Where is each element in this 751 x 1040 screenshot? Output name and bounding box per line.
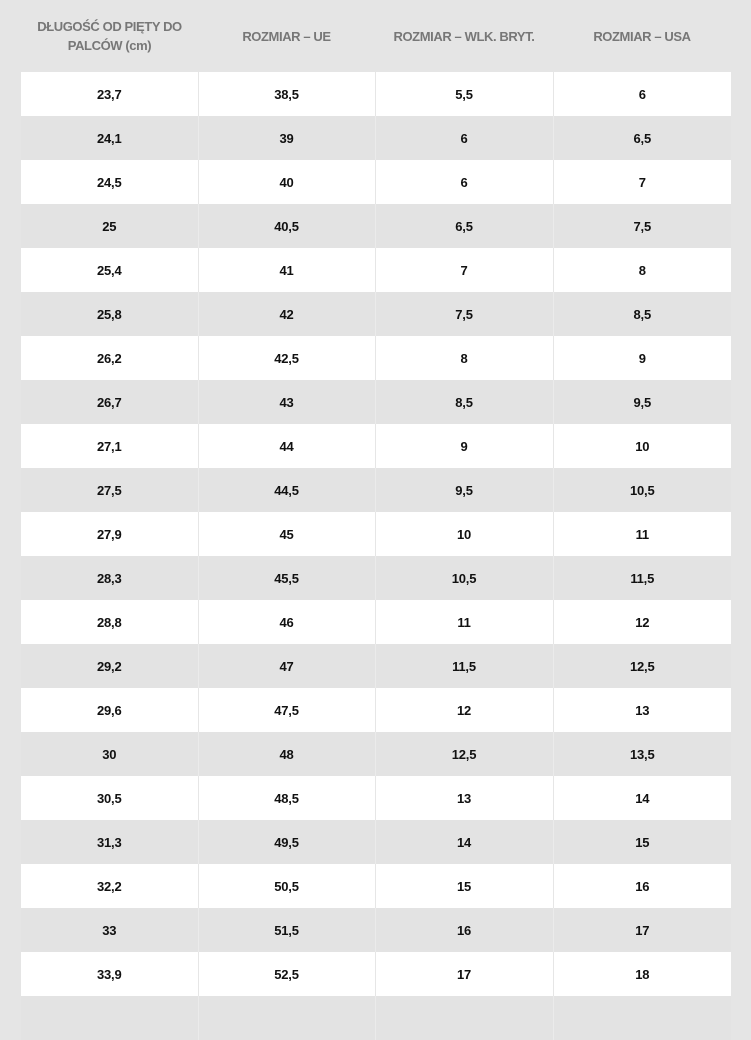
cell-size-eu: 40 <box>198 160 375 204</box>
cell-size-eu: 49,5 <box>198 820 375 864</box>
cell-foot-length: 25,4 <box>21 248 198 292</box>
cell-size-uk: 9 <box>375 424 553 468</box>
cell-size-eu: 47 <box>198 644 375 688</box>
cell-size-us: 6 <box>553 72 731 116</box>
cell-foot-length: 25 <box>21 204 198 248</box>
table-row <box>21 204 731 248</box>
empty-cell <box>375 996 553 1040</box>
cell-size-uk: 12 <box>375 688 553 732</box>
table-header <box>21 0 731 72</box>
cell-size-uk: 10 <box>375 512 553 556</box>
table-row <box>21 72 731 116</box>
cell-foot-length: 29,6 <box>21 688 198 732</box>
cell-size-uk: 14 <box>375 820 553 864</box>
cell-size-uk: 7 <box>375 248 553 292</box>
table-row <box>21 644 731 688</box>
table-row-empty <box>21 996 731 1040</box>
cell-size-uk: 16 <box>375 908 553 952</box>
cell-size-us: 8,5 <box>553 292 731 336</box>
cell-size-eu: 48 <box>198 732 375 776</box>
cell-foot-length: 25,8 <box>21 292 198 336</box>
cell-foot-length: 33 <box>21 908 198 952</box>
table-row <box>21 512 731 556</box>
cell-size-us: 14 <box>553 776 731 820</box>
cell-foot-length: 29,2 <box>21 644 198 688</box>
table-row <box>21 116 731 160</box>
cell-size-us: 12,5 <box>553 644 731 688</box>
cell-size-us: 16 <box>553 864 731 908</box>
cell-size-us: 11,5 <box>553 556 731 600</box>
empty-cell <box>198 996 375 1040</box>
cell-size-uk: 8 <box>375 336 553 380</box>
cell-size-uk: 8,5 <box>375 380 553 424</box>
cell-size-eu: 45,5 <box>198 556 375 600</box>
cell-size-uk: 6 <box>375 116 553 160</box>
cell-size-eu: 42 <box>198 292 375 336</box>
cell-size-eu: 39 <box>198 116 375 160</box>
cell-size-eu: 44 <box>198 424 375 468</box>
cell-foot-length: 30 <box>21 732 198 776</box>
cell-foot-length: 27,1 <box>21 424 198 468</box>
header-foot-length: DŁUGOŚĆ OD PIĘTY DO PALCÓW (cm) <box>21 0 198 72</box>
cell-size-eu: 43 <box>198 380 375 424</box>
cell-foot-length: 26,2 <box>21 336 198 380</box>
cell-foot-length: 33,9 <box>21 952 198 996</box>
cell-foot-length: 31,3 <box>21 820 198 864</box>
cell-size-us: 13 <box>553 688 731 732</box>
table-row <box>21 600 731 644</box>
cell-foot-length: 30,5 <box>21 776 198 820</box>
header-row <box>21 0 731 72</box>
table-row <box>21 952 731 996</box>
cell-size-eu: 51,5 <box>198 908 375 952</box>
table-row <box>21 468 731 512</box>
table-row <box>21 908 731 952</box>
cell-size-uk: 6,5 <box>375 204 553 248</box>
cell-size-eu: 40,5 <box>198 204 375 248</box>
table-row <box>21 688 731 732</box>
header-size-us: ROZMIAR – USA <box>553 0 731 72</box>
cell-foot-length: 24,1 <box>21 116 198 160</box>
cell-size-us: 8 <box>553 248 731 292</box>
table-row <box>21 820 731 864</box>
cell-size-us: 10,5 <box>553 468 731 512</box>
cell-foot-length: 32,2 <box>21 864 198 908</box>
header-size-eu: ROZMIAR – UE <box>198 0 375 72</box>
cell-size-us: 18 <box>553 952 731 996</box>
cell-size-uk: 7,5 <box>375 292 553 336</box>
cell-foot-length: 28,3 <box>21 556 198 600</box>
cell-size-us: 13,5 <box>553 732 731 776</box>
cell-size-uk: 11,5 <box>375 644 553 688</box>
cell-foot-length: 26,7 <box>21 380 198 424</box>
table-row <box>21 556 731 600</box>
cell-size-us: 6,5 <box>553 116 731 160</box>
cell-size-uk: 5,5 <box>375 72 553 116</box>
cell-size-eu: 42,5 <box>198 336 375 380</box>
cell-foot-length: 27,5 <box>21 468 198 512</box>
cell-size-us: 9,5 <box>553 380 731 424</box>
cell-foot-length: 24,5 <box>21 160 198 204</box>
cell-size-us: 7,5 <box>553 204 731 248</box>
table-row <box>21 336 731 380</box>
cell-size-us: 12 <box>553 600 731 644</box>
cell-foot-length: 28,8 <box>21 600 198 644</box>
cell-size-us: 7 <box>553 160 731 204</box>
cell-size-eu: 45 <box>198 512 375 556</box>
cell-size-eu: 50,5 <box>198 864 375 908</box>
cell-size-us: 9 <box>553 336 731 380</box>
cell-size-eu: 47,5 <box>198 688 375 732</box>
table-row <box>21 160 731 204</box>
table-row <box>21 732 731 776</box>
cell-foot-length: 27,9 <box>21 512 198 556</box>
table-row <box>21 248 731 292</box>
cell-size-uk: 13 <box>375 776 553 820</box>
table-row <box>21 864 731 908</box>
table-row <box>21 380 731 424</box>
cell-size-uk: 9,5 <box>375 468 553 512</box>
cell-size-us: 10 <box>553 424 731 468</box>
table-row <box>21 424 731 468</box>
cell-size-eu: 48,5 <box>198 776 375 820</box>
cell-size-us: 17 <box>553 908 731 952</box>
cell-size-eu: 38,5 <box>198 72 375 116</box>
cell-foot-length: 23,7 <box>21 72 198 116</box>
empty-cell <box>21 996 198 1040</box>
cell-size-eu: 52,5 <box>198 952 375 996</box>
cell-size-us: 11 <box>553 512 731 556</box>
cell-size-us: 15 <box>553 820 731 864</box>
cell-size-uk: 11 <box>375 600 553 644</box>
cell-size-eu: 44,5 <box>198 468 375 512</box>
cell-size-eu: 46 <box>198 600 375 644</box>
table-body <box>21 72 731 1040</box>
shoe-size-table <box>21 0 731 1040</box>
cell-size-uk: 6 <box>375 160 553 204</box>
cell-size-uk: 17 <box>375 952 553 996</box>
cell-size-uk: 12,5 <box>375 732 553 776</box>
cell-size-eu: 41 <box>198 248 375 292</box>
table-row <box>21 292 731 336</box>
header-size-uk: ROZMIAR – WLK. BRYT. <box>375 0 553 72</box>
cell-size-uk: 15 <box>375 864 553 908</box>
empty-cell <box>553 996 731 1040</box>
table-row <box>21 776 731 820</box>
cell-size-uk: 10,5 <box>375 556 553 600</box>
